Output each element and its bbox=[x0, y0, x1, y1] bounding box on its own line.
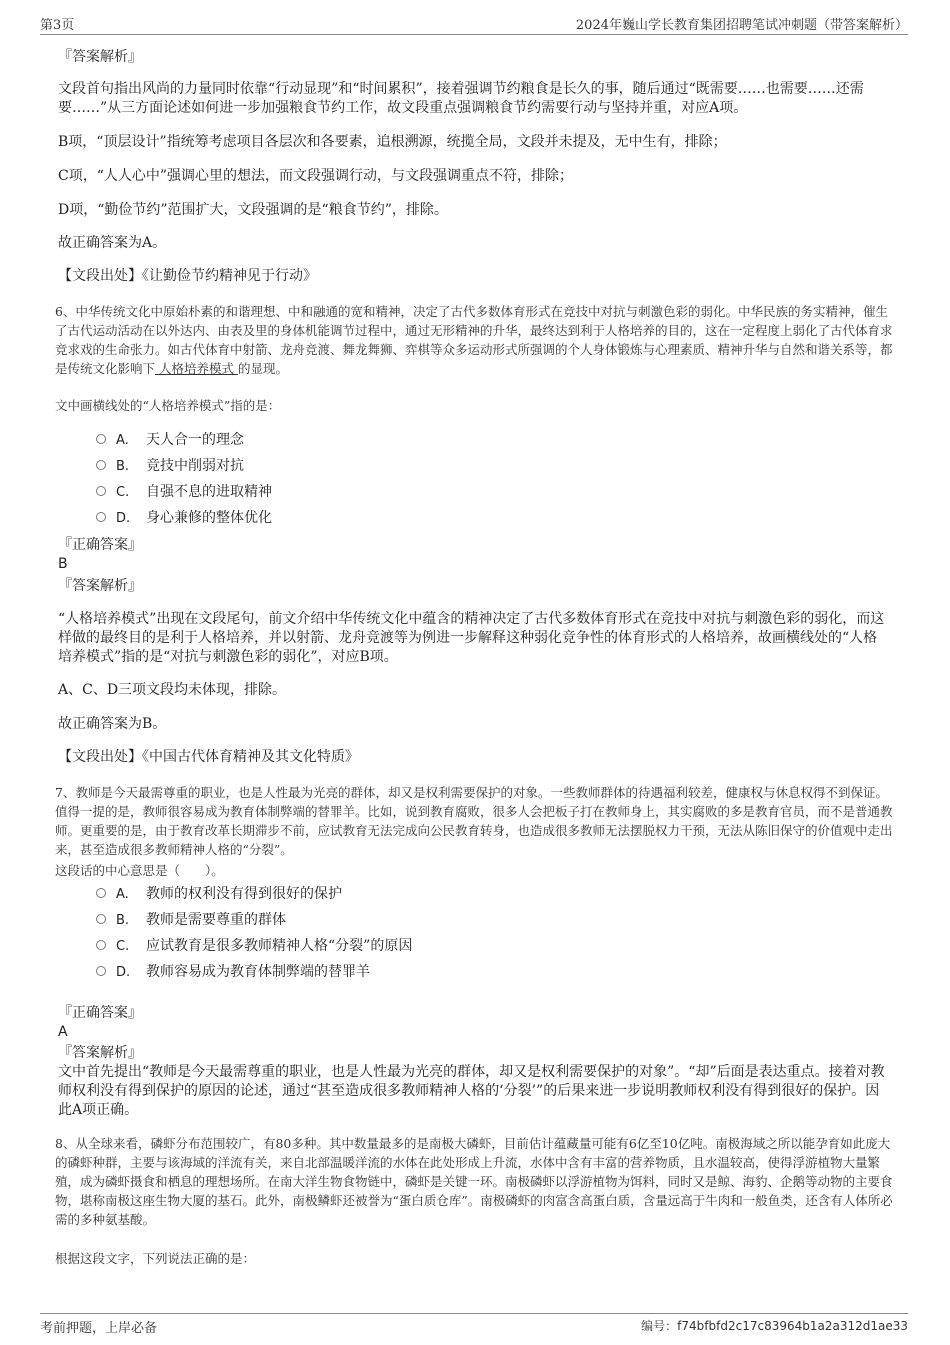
radio-icon[interactable] bbox=[96, 434, 106, 444]
radio-icon[interactable] bbox=[96, 966, 106, 976]
q7-option-d[interactable]: D. 教师容易成为教育体制弊端的替罪羊 bbox=[96, 962, 370, 983]
q6-underlined-phrase: 人格培养模式 bbox=[155, 361, 238, 376]
q8-passage: 8、从全球来看，磷虾分布范围较广，有80多种。其中数量最多的是南极大磷虾，目前估计蕴藏量可能有6亿至10亿吨。南极海域之所以能孕育如此庞大的磷虾种群，主要与该海域的洋流有关，来自北部温暖洋流的水体在此处形成上升流，水体中含有丰富的营养物质，且水温较高，使得浮游植物大量繁殖，成为磷虾摄食和栖息的理想场所。在南大洋生物食物链中，磷虾是关键一环。南极磷虾以浮游植物为饵料，同时又是鲸、海豹、企鹅等动物的主要食物，堪称南极这座生物大厦的基石。此外，南极鳞虾还被誉为“蛋白质仓库”。南极磷虾的肉富含高蛋白质，含量远高于牛肉和一般鱼类，还含有人体所必需的多种氨基酸。 bbox=[55, 1136, 893, 1227]
q5-analysis-p1: 文段首句指出风尚的力量同时依靠“行动显现”和“时间累积”，接着强调节约粮食是长久的事，随后通过“既需要……也需要……还需要……”从三方面论述如何进一步加强粮食节约工作，故文段重点强调粮食节约需要行动与坚持并重，对应A项。 bbox=[58, 81, 864, 116]
footer-slogan: 考前押题，上岸必备 bbox=[40, 1321, 158, 1336]
page-footer bbox=[40, 1313, 908, 1337]
q7-option-b[interactable]: B. 教师是需要尊重的群体 bbox=[96, 910, 286, 931]
q6-option-c[interactable]: C. 自强不息的进取精神 bbox=[96, 482, 272, 503]
radio-icon[interactable] bbox=[96, 486, 106, 496]
q7-option-a[interactable]: A. 教师的权利没有得到很好的保护 bbox=[96, 884, 342, 905]
radio-icon[interactable] bbox=[96, 914, 106, 924]
q5-analysis-p3: C项，“人人心中”强调心里的想法，而文段强调行动，与文段强调重点不符，排除； bbox=[58, 168, 574, 184]
q5-source: 【文段出处】《让勤俭节约精神见于行动》 bbox=[58, 268, 317, 284]
q5-analysis-label: 『答案解析』 bbox=[58, 49, 142, 65]
q6-analysis-label: 『答案解析』 bbox=[58, 578, 142, 594]
q5-analysis-p2: B项，“顶层设计”指统筹考虑项目各层次和各要素，追根溯源，统揽全局，文段并未提及，无中生有，排除； bbox=[58, 134, 727, 150]
q6-option-b[interactable]: B. 竞技中削弱对抗 bbox=[96, 456, 244, 477]
q6-passage: 6、中华传统文化中原始朴素的和谐理想、中和融通的宽和精神，决定了古代多数体育形式在竞技中对抗与刺激色彩的弱化。中华民族的务实精神，催生了古代运动活动在以外达内、由表及里的身体机能调节过程中，通过无形精神的升华，最终达到利于人格培养的目的，这在一定程度上弱化了古代体育求竞求戏的生命张力。如古代体育中射箭、龙舟竞渡、舞龙舞狮、弈棋等众多运动形式所强调的个人身体锻炼与心理素质、精神升华与自然和谐关系等，都是传统文化影响下 人格培养模式 的显现。 bbox=[55, 304, 893, 376]
q7-answer: A bbox=[58, 1024, 68, 1040]
radio-icon[interactable] bbox=[96, 460, 106, 470]
q6-analysis-p2: A、C、D三项文段均未体现，排除。 bbox=[58, 682, 287, 698]
q6-option-d[interactable]: D. 身心兼修的整体优化 bbox=[96, 508, 272, 529]
q6-answer: B bbox=[58, 556, 68, 572]
q5-analysis-p5: 故正确答案为A。 bbox=[58, 235, 167, 251]
q6-question: 文中画横线处的“人格培养模式”指的是： bbox=[55, 398, 281, 413]
q7-analysis-label: 『答案解析』 bbox=[58, 1045, 142, 1061]
q7-answer-label: 『正确答案』 bbox=[58, 1005, 142, 1021]
q7-analysis: 文中首先提出“教师是今天最需尊重的职业，也是人性最为光亮的群体，却又是权利需要保护的对象”。“却”后面是表达重点。接着对教师权利没有得到保护的原因的论述，通过“甚至造成很多教师精神人格的‘分裂’”的后果来进一步说明教师权利没有得到很好的保护。因此A项正确。 bbox=[58, 1064, 885, 1118]
document-title: 2024年巍山学长教育集团招聘笔试冲刺题（带答案解析） bbox=[575, 18, 908, 33]
q6-analysis-p1: “人格培养模式”出现在文段尾句，前文介绍中华传统文化中蕴含的精神决定了古代多数体育形式在竞技中对抗与刺激色彩的弱化，而这样做的最终目的是利于人格培养，并以射箭、龙舟竞渡等为例进一步解释这种弱化竞争性的体育形式的人格培养，故画横线处的“人格培养模式”指的是“对抗与刺激色彩的弱化”，对应B项。 bbox=[58, 611, 885, 665]
q6-answer-label: 『正确答案』 bbox=[58, 537, 142, 553]
q7-question: 这段话的中心意思是（ ）。 bbox=[55, 863, 224, 878]
page-number: 第3页 bbox=[40, 18, 75, 33]
q8-question: 根据这段文字，下列说法正确的是： bbox=[55, 1251, 256, 1266]
radio-icon[interactable] bbox=[96, 940, 106, 950]
q6-source: 【文段出处】《中国古代体育精神及其文化特质》 bbox=[58, 749, 359, 765]
document-id: 编号：f74bfbfd2c17c83964b1a2a312d1ae33 bbox=[641, 1319, 908, 1333]
radio-icon[interactable] bbox=[96, 512, 106, 522]
q7-passage: 7、教师是今天最需尊重的职业，也是人性最为光亮的群体，却又是权利需要保护的对象。一些教师群体的待遇福利较差，健康权与休息权得不到保证。值得一提的是，教师很容易成为教育体制弊端的替罪羊。比如，说到教育腐败，很多人会把板子打在教师身上，其实腐败的多是教育官员，而不是普通教师。更重要的是，由于教育改革长期滞步不前，应试教育无法完成向公民教育转身，也造成很多教师无法摆脱权力干预，无法从陈旧保守的价值观中走出来，甚至造成很多教师精神人格的“分裂”。 bbox=[55, 785, 893, 857]
q5-analysis-p4: D项，“勤俭节约”范围扩大，文段强调的是“粮食节约”，排除。 bbox=[58, 202, 448, 218]
page-header bbox=[40, 14, 908, 35]
q6-analysis-p3: 故正确答案为B。 bbox=[58, 716, 167, 732]
q7-option-c[interactable]: C. 应试教育是很多教师精神人格“分裂”的原因 bbox=[96, 936, 412, 957]
q6-option-a[interactable]: A. 天人合一的理念 bbox=[96, 430, 244, 451]
radio-icon[interactable] bbox=[96, 888, 106, 898]
